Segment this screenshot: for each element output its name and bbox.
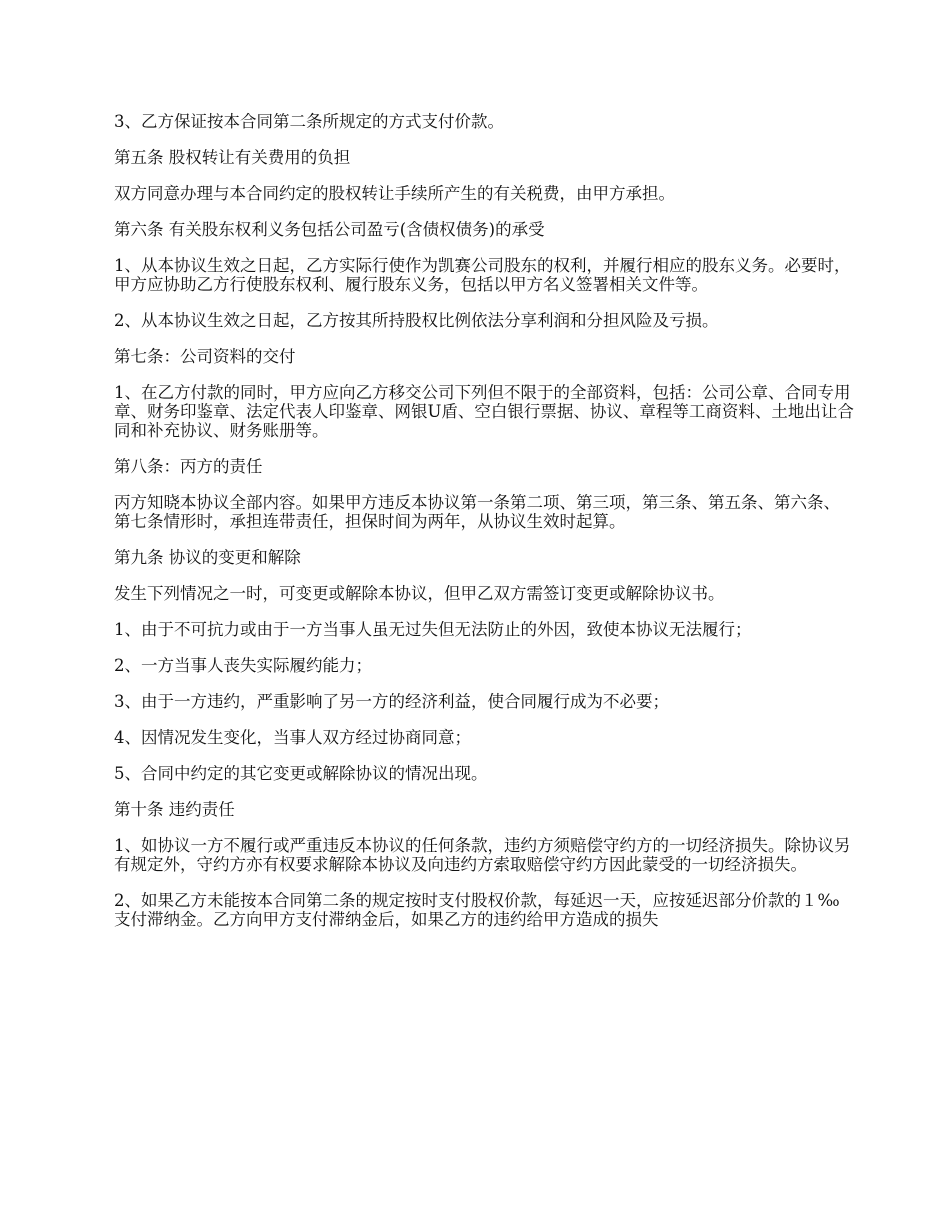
article-9-heading: 第九条 协议的变更和解除 [114, 548, 301, 567]
article-9-intro: 发生下列情况之一时，可变更或解除本协议，但甲乙双方需签订变更或解除协议书。 [114, 584, 725, 603]
article-9-item-3: 3、由于一方违约，严重影响了另一方的经济利益，使合同履行成为不必要； [114, 692, 669, 711]
article-10-item-1: 1、如协议一方不履行或严重违反本协议的任何条款，违约方须赔偿守约方的一切经济损失。除协议另有规定外，守约方亦有权要求解除本协议及向违约方索取赔偿守约方因此蒙受的一切经济损失。 [114, 836, 851, 874]
document-page [114, 112, 854, 946]
article-10-item-2: 2、如果乙方未能按本合同第二条的规定按时支付股权价款，每延迟一天，应按延迟部分价款的１‰支付滞纳金。乙方向甲方支付滞纳金后，如果乙方的违约给甲方造成的损失 [114, 891, 840, 929]
article-5-body: 双方同意办理与本合同约定的股权转让手续所产生的有关税费，由甲方承担。 [114, 184, 675, 203]
article-6-item-2: 2、从本协议生效之日起，乙方按其所持股权比例依法分享利润和分担风险及亏损。 [114, 311, 719, 330]
article-9-item-5: 5、合同中约定的其它变更或解除协议的情况出现。 [114, 764, 488, 783]
article-8-body: 丙方知晓本协议全部内容。如果甲方违反本协议第一条第二项、第三项，第三条、第五条、第六条、第七条情形时，承担连带责任，担保时间为两年，从协议生效时起算。 [114, 493, 840, 531]
article-7-item-1: 1、在乙方付款的同时，甲方应向乙方移交公司下列但不限于的全部资料，包括：公司公章、合同专用章、财务印鉴章、法定代表人印鉴章、网银U盾、空白银行票据、协议、章程等工商资料、土地出让合同和补充协议、财务账册等。 [114, 383, 854, 440]
article-7-heading: 第七条：公司资料的交付 [114, 347, 296, 366]
article-8-heading: 第八条：丙方的责任 [114, 457, 263, 476]
article-9-item-4: 4、因情况发生变化，当事人双方经过协商同意； [114, 728, 471, 747]
clause-3-payment: 3、乙方保证按本合同第二条所规定的方式支付价款。 [114, 112, 504, 131]
article-6-item-1: 1、从本协议生效之日起，乙方实际行使作为凯赛公司股东的权利，并履行相应的股东义务。必要时，甲方应协助乙方行使股东权利、履行股东义务，包括以甲方名义签署相关文件等。 [114, 256, 851, 294]
article-9-item-1: 1、由于不可抗力或由于一方当事人虽无过失但无法防止的外因，致使本协议无法履行； [114, 620, 752, 639]
article-10-heading: 第十条 违约责任 [114, 800, 235, 819]
article-9-item-2: 2、一方当事人丧失实际履约能力； [114, 656, 372, 675]
article-6-heading: 第六条 有关股东权利义务包括公司盈亏(含债权债务)的承受 [114, 220, 545, 239]
article-5-heading: 第五条 股权转让有关费用的负担 [114, 148, 351, 167]
